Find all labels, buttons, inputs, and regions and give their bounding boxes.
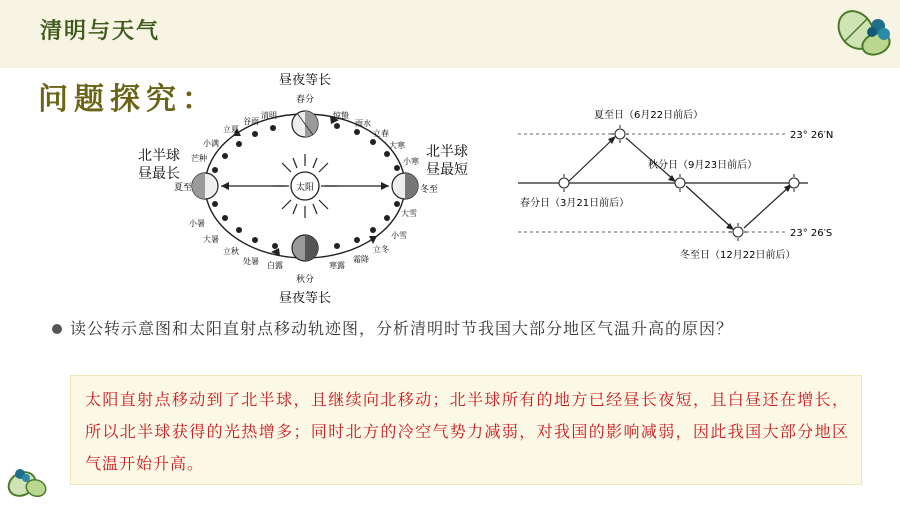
term-qingming: 清明 — [261, 111, 277, 120]
term-xiaoman: 小满 — [203, 139, 219, 148]
term-lichun: 立春 — [373, 129, 389, 138]
term-bailu: 白露 — [267, 261, 283, 270]
term-xiaoshu: 小暑 — [189, 219, 205, 228]
sun-autumn-icon — [671, 174, 689, 192]
term-dashu: 大暑 — [203, 235, 219, 244]
header-bar — [0, 0, 900, 68]
sun-label: 太阳 — [295, 183, 315, 193]
term-liqiu: 立秋 — [223, 247, 239, 256]
leaf-decoration-icon — [4, 462, 48, 502]
right-label-2: 昼最短 — [426, 162, 468, 178]
term-xiaoxue: 小雪 — [391, 231, 407, 240]
term-hanlu: 寒露 — [329, 261, 345, 270]
spring-label: 春分日（3月21日前后） — [520, 198, 630, 209]
term-xiaohan: 小寒 — [403, 157, 419, 166]
term-daxue: 大雪 — [401, 209, 417, 218]
term-chushu: 处暑 — [243, 257, 259, 266]
term-lidong: 立冬 — [373, 245, 389, 254]
term-dahan: 大寒 — [389, 141, 405, 150]
answer-box — [70, 375, 862, 485]
earth-autumn-icon — [292, 235, 318, 261]
bottom-label: 昼夜等长 — [278, 291, 332, 306]
earth-spring-icon — [292, 111, 318, 137]
earth-winter-icon — [392, 173, 418, 199]
north-line-label: 23° 26′N — [790, 130, 834, 141]
term-lixia: 立夏 — [223, 125, 239, 134]
term-guyu: 谷雨 — [243, 117, 259, 126]
term-qiufen: 秋分 — [295, 275, 315, 285]
summer-label: 夏至日（6月22日前后） — [594, 110, 704, 121]
sun-winter-icon — [729, 223, 747, 241]
page-title: 清明与天气 — [40, 19, 161, 44]
winter-label: 冬至日（12月22日前后） — [680, 250, 796, 261]
bullet-icon — [52, 324, 62, 334]
term-jingzhe: 惊蛰 — [333, 111, 349, 120]
autumn-label: 秋分日（9月23日前后） — [648, 160, 758, 171]
question-text: 读公转示意图和太阳直射点移动轨迹图，分析清明时节我国大部分地区气温升高的原因？ — [70, 319, 734, 338]
earth-orbit-diagram — [125, 68, 485, 308]
answer-text: 太阳直射点移动到了北半球，且继续向北移动；北半球所有的地方已经昼长夜短，且白昼还在增长，所以北半球获得的光热增多；同时北方的冷空气势力减弱，对我国的影响减弱，因此我国大部分地区气温开始升高。 — [85, 390, 849, 473]
term-chunfen: 春分 — [295, 95, 315, 105]
question-block — [70, 314, 860, 344]
term-shuangjiang: 霜降 — [353, 255, 369, 264]
left-label-2: 昼最长 — [138, 166, 180, 182]
sun-path-diagram — [508, 98, 848, 270]
leaf-decoration-icon — [836, 6, 896, 62]
section-title: 问题探究： — [38, 82, 218, 117]
term-dongzhi: 冬至 — [419, 185, 439, 195]
right-label-1: 北半球 — [426, 144, 468, 160]
top-label: 昼夜等长 — [278, 73, 332, 88]
term-xiazhi: 夏至 — [173, 183, 193, 193]
left-label-1: 北半球 — [138, 148, 180, 164]
earth-summer-icon — [192, 173, 218, 199]
term-mangzhong: 芒种 — [191, 154, 207, 163]
sun-spring-icon — [555, 174, 573, 192]
south-line-label: 23° 26′S — [790, 228, 833, 239]
term-yushui: 雨水 — [355, 119, 371, 128]
